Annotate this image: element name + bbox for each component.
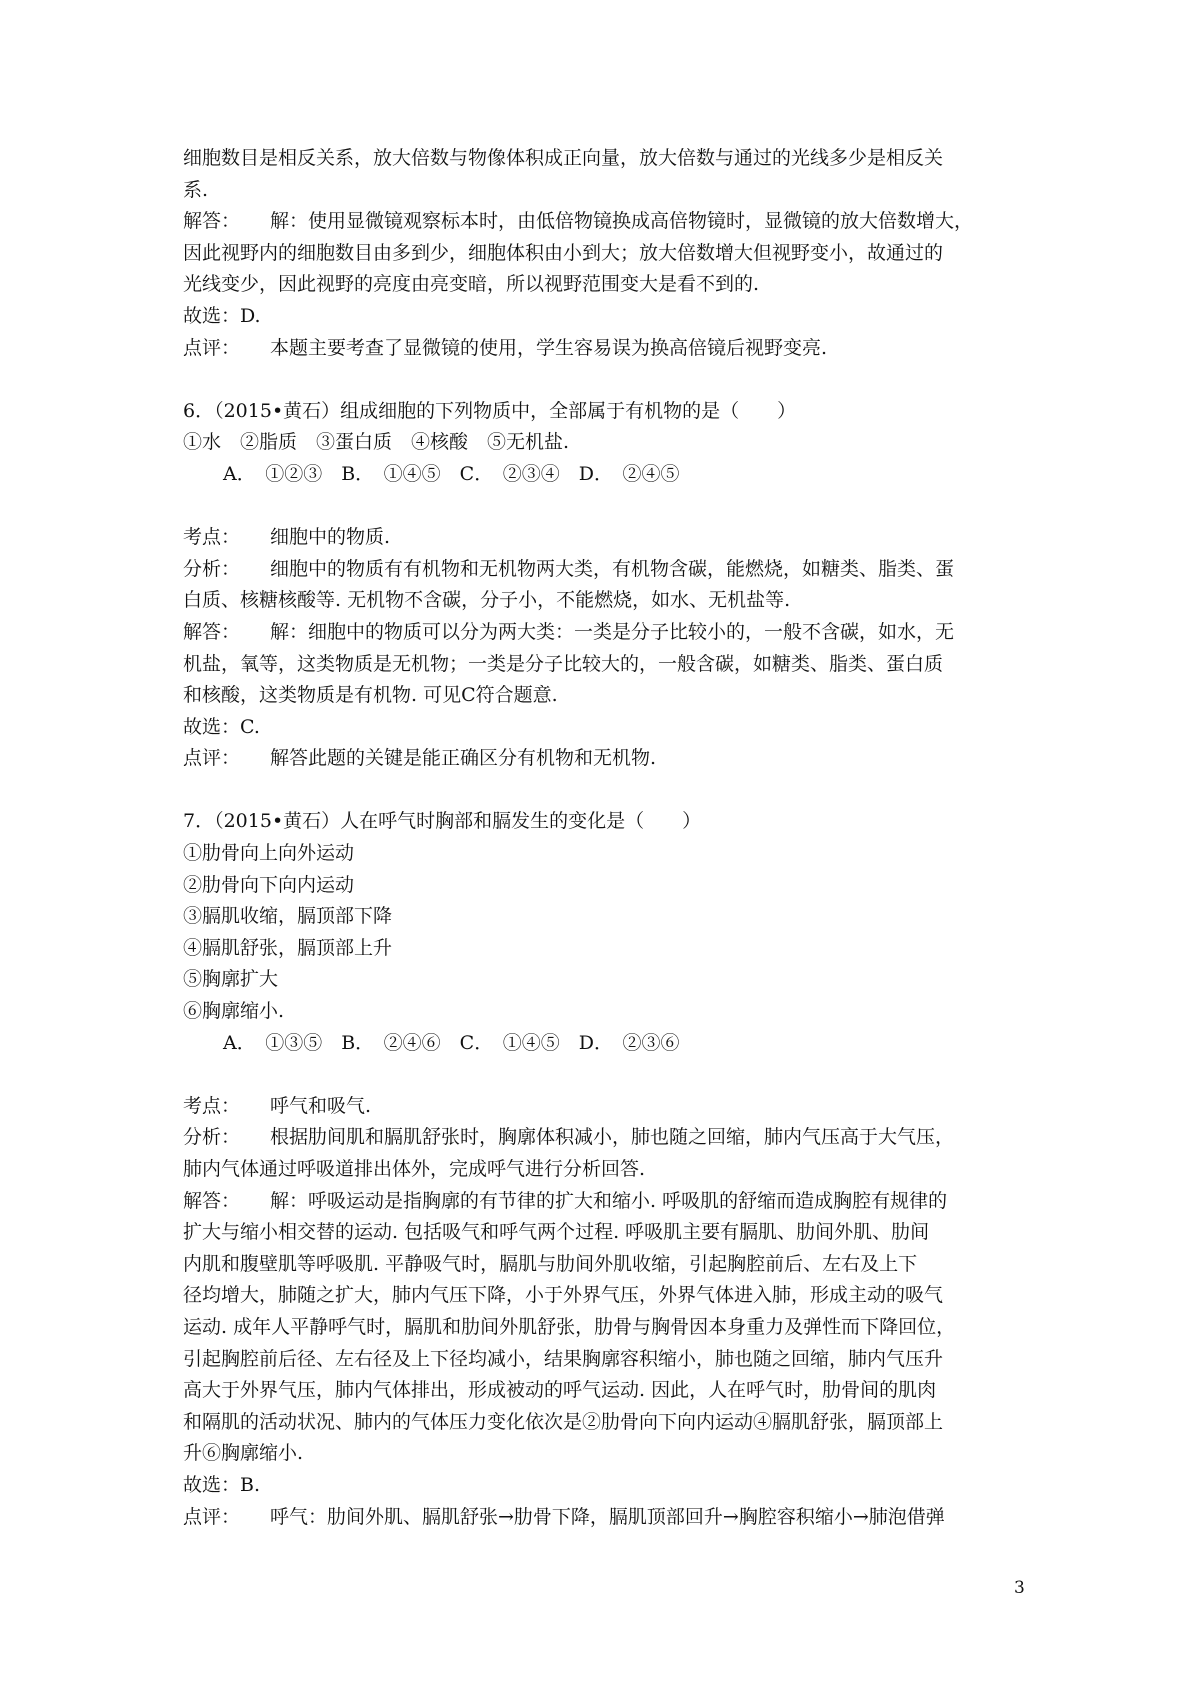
question-7-options: A． ①③⑤ B． ②④⑥ C． ①④⑤ D． ②③⑥: [223, 1031, 680, 1054]
q7-answer-line: [183, 1186, 1043, 1218]
question-6-items: ①水 ②脂质 ③蛋白质 ④核酸 ⑤无机盐.: [183, 431, 570, 454]
review-text: 呼气：肋间外肌、膈肌舒张→肋骨下降，膈肌顶部回升→胸腔容积缩小→肺泡借弹: [270, 1505, 945, 1528]
review-label: 点评：: [183, 747, 241, 770]
analysis-continued-line: 系.: [183, 178, 209, 201]
q7-choice-line: 故选：B.: [183, 1473, 261, 1496]
question-7-item: ⑤胸廓扩大: [183, 968, 279, 991]
review-label: 点评：: [183, 336, 241, 359]
question-7-item: ①肋骨向上向外运动: [183, 842, 355, 865]
point-text: 细胞中的物质.: [270, 526, 391, 549]
question-7-item: ②肋骨向下向内运动: [183, 873, 355, 896]
question-6-stem: 6．（2015•黄石）组成细胞的下列物质中，全部属于有机物的是（ ）: [183, 399, 797, 422]
answer-line: 因此视野内的细胞数目由多到少，细胞体积由小到大；放大倍数增大但视野变小，故通过的: [183, 241, 944, 264]
q6-analysis-line: 白质、核糖核酸等. 无机物不含碳，分子小，不能燃烧，如水、无机盐等.: [183, 589, 791, 612]
q7-point-line: [183, 1091, 1043, 1123]
point-text: 呼气和吸气.: [270, 1094, 372, 1117]
analysis-label: 分析：: [183, 1126, 241, 1149]
page-content: [183, 143, 1043, 1533]
analysis-continued-line: 细胞数目是相反关系，放大倍数与物像体积成正向量，放大倍数与通过的光线多少是相反关: [183, 147, 944, 169]
q7-answer-line: 径均增大，肺随之扩大，肺内气压下降，小于外界气压，外界气体进入肺，形成主动的吸气: [183, 1284, 944, 1307]
answer-line: [183, 206, 1043, 238]
q6-point-line: [183, 522, 1043, 554]
point-label: 考点：: [183, 526, 241, 549]
page-number: 3: [1014, 1578, 1025, 1598]
q6-answer-line: [183, 617, 1043, 649]
q7-answer-line: 引起胸腔前后径、左右径及上下径均减小，结果胸廓容积缩小，肺也随之回缩，肺内气压升: [183, 1347, 944, 1370]
review-text: 解答此题的关键是能正确区分有机物和无机物.: [270, 747, 657, 770]
q6-choice-line: 故选：C.: [183, 715, 260, 738]
question-6-options: A． ①②③ B． ①④⑤ C． ②③④ D． ②④⑤: [223, 462, 680, 485]
question-7-item: ④膈肌舒张，膈顶部上升: [183, 936, 393, 959]
q7-review-line: [183, 1502, 1043, 1534]
point-label: 考点：: [183, 1094, 241, 1117]
review-label: 点评：: [183, 1505, 241, 1528]
analysis-text: 细胞中的物质有有机物和无机物两大类，有机物含碳，能燃烧，如糖类、脂类、蛋: [270, 557, 955, 580]
q6-answer-line: 和核酸，这类物质是有机物. 可见C符合题意.: [183, 684, 558, 707]
q7-analysis-line: 肺内气体通过呼吸道排出体外，完成呼气进行分析回答.: [183, 1158, 646, 1180]
question-7-item: ③膈肌收缩，膈顶部下降: [183, 905, 393, 928]
q7-answer-line: 升⑥胸廓缩小.: [183, 1442, 304, 1465]
q7-answer-line: 扩大与缩小相交替的运动. 包括吸气和呼气两个过程. 呼吸肌主要有膈肌、肋间外肌、肋间: [183, 1221, 930, 1244]
question-7-item: ⑥胸廓缩小.: [183, 1000, 285, 1023]
q7-answer-line: 高大于外界气压，肺内气体排出，形成被动的呼气运动. 因此，人在呼气时，肋骨间的肌肉: [183, 1379, 937, 1402]
answer-label: 解答：: [183, 1189, 241, 1212]
q7-analysis-line: [183, 1122, 1043, 1154]
analysis-text: 根据肋间肌和膈肌舒张时，胸廓体积减小，肺也随之回缩，肺内气压高于大气压，: [270, 1126, 955, 1149]
answer-label: 解答：: [183, 210, 241, 233]
review-text: 本题主要考查了显微镜的使用，学生容易误为换高倍镜后视野变亮.: [270, 336, 828, 359]
q7-answer-line: 运动. 成年人平静呼气时，膈肌和肋间外肌舒张，肋骨与胸骨因本身重力及弹性而下降回位，: [183, 1315, 956, 1338]
analysis-label: 分析：: [183, 557, 241, 580]
review-line: [183, 333, 1043, 365]
q6-answer-line: 机盐，氧等，这类物质是无机物；一类是分子比较大的，一般含碳，如糖类、脂类、蛋白质: [183, 652, 944, 675]
answer-text: 解：使用显微镜观察标本时，由低倍物镜换成高倍物镜时，显微镜的放大倍数增大，: [270, 210, 974, 233]
q7-answer-line: 和隔肌的活动状况、肺内的气体压力变化依次是②肋骨向下向内运动④膈肌舒张，膈顶部上: [183, 1410, 944, 1433]
question-7-stem: 7．（2015•黄石）人在呼气时胸部和膈发生的变化是（ ）: [183, 810, 702, 833]
answer-line: 光线变少，因此视野的亮度由亮变暗，所以视野范围变大是看不到的.: [183, 273, 760, 296]
q6-analysis-line: [183, 554, 1043, 586]
q7-answer-line: 内肌和腹壁肌等呼吸肌. 平静吸气时，膈肌与肋间外肌收缩，引起胸腔前后、左右及上下: [183, 1252, 918, 1275]
q6-review-line: [183, 743, 1043, 775]
answer-text: 解：细胞中的物质可以分为两大类：一类是分子比较小的，一般不含碳，如水，无: [270, 620, 955, 643]
answer-text: 解：呼吸运动是指胸廓的有节律的扩大和缩小. 呼吸肌的舒缩而造成胸腔有规律的: [270, 1189, 948, 1212]
answer-label: 解答：: [183, 620, 241, 643]
choice-line: 故选：D.: [183, 304, 261, 327]
